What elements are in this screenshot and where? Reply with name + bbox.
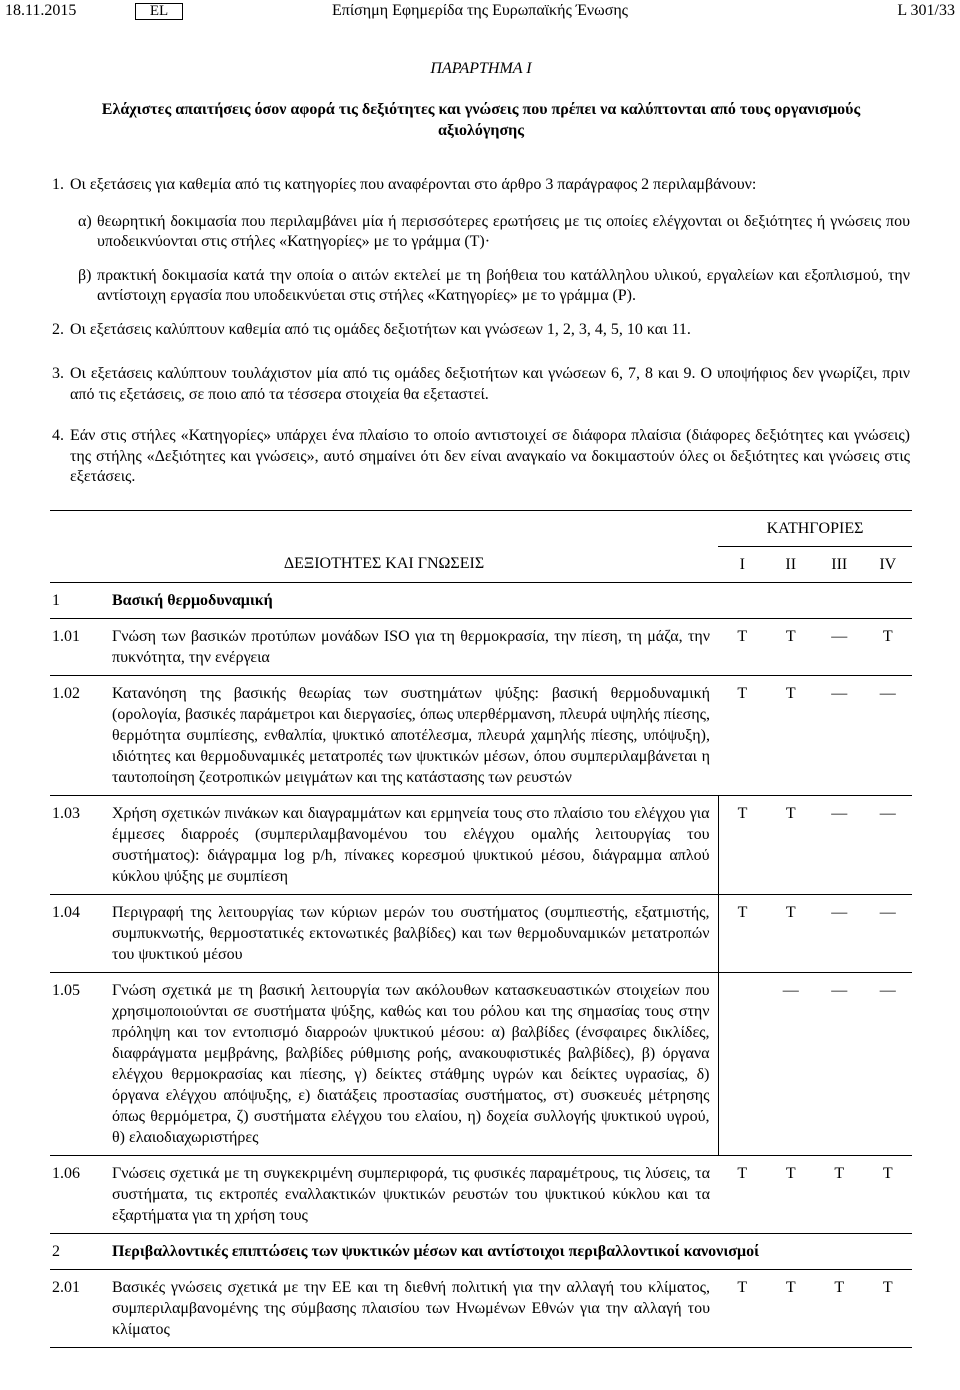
category-cell	[718, 972, 767, 1155]
category-cell: Τ	[864, 1155, 913, 1233]
row-text: Γνώσεις σχετικά με τη συγκεκριμένη συμπεριφορά, τις φυσικές παραμέτρους, τις λύσεις, τα συστήματα, τις εκτροπές εναλλακτικών ψυκτικών ρευστών του ψυκτικού κύκλου και τα εξαρτήματα για τη χρήση τους	[112, 1155, 718, 1233]
page-reference: L 301/33	[897, 2, 955, 19]
paragraph-2	[52, 320, 910, 341]
category-cell: Τ	[718, 1155, 767, 1233]
skills-heading: ΔΕΞΙΟΤΗΤΕΣ ΚΑΙ ΓΝΩΣΕΙΣ	[50, 546, 718, 582]
paragraph-text: Οι εξετάσεις καλύπτουν καθεμία από τις ομάδες δεξιοτήτων και γνώσεων 1, 2, 3, 4, 5, 10 και 11.	[70, 320, 691, 338]
category-cell: Τ	[767, 795, 816, 894]
paragraph-text: Οι εξετάσεις για καθεμία από τις κατηγορίες που αναφέρονται στο άρθρο 3 παράγραφος 2 περιλαμβάνουν:	[70, 176, 757, 193]
category-cell: —	[815, 675, 864, 795]
paragraph-number: 2.	[52, 320, 64, 338]
category-cell: —	[864, 675, 913, 795]
table-row	[50, 675, 912, 795]
table-row	[50, 1269, 912, 1347]
category-cell: Τ	[767, 1269, 816, 1347]
row-text: Γνώση των βασικών προτύπων μονάδων ISO για τη θερμοκρασία, την πίεση, τη μάζα, την πυκνότητα, την ενέργεια	[112, 618, 718, 675]
list-item-text: πρακτική δοκιμασία κατά την οποία ο αιτών εκτελεί με τη βοήθεια του κατάλληλου υλικού, εργαλείων και εξοπλισμού, την αντίστοιχη εργασία που υποδεικνύεται στις στήλες «Κατηγορίες» με το γράμμα (Ρ).	[97, 266, 910, 304]
category-label: I	[718, 546, 767, 582]
row-number: 1.03	[50, 795, 112, 894]
category-label: IV	[864, 546, 913, 582]
paragraph-4	[52, 426, 910, 488]
category-cell: —	[815, 972, 864, 1155]
table-group-row	[50, 1233, 912, 1269]
row-number: 1.05	[50, 972, 112, 1155]
group-number: 1	[50, 582, 112, 618]
row-text: Χρήση σχετικών πινάκων και διαγραμμάτων και ερμηνεία τους στο πλαίσιο του ελέγχου για έμμεσες διαρροές (συμπεριλαμβανομένου του ελέγχου ομαλής λειτουργίας του συστήματος): διάγραμμα log p/h, πίνακες κορεσμού ψυκτικού μέσου, διάγραμμα απλού κύκλου ψύξης με συμπίεση	[112, 795, 718, 894]
paragraph-number: 3.	[52, 365, 64, 382]
category-cell: —	[767, 972, 816, 1155]
group-title: Βασική θερμοδυναμική	[112, 582, 912, 618]
row-text: Γνώση σχετικά με τη βασική λειτουργία των ακόλουθων κατασκευαστικών στοιχείων που χρησιμοποιούνται σε συστήματα ψύξης, καθώς και του ρόλου και της σημασίας τους στην πρόληψη και τον εντοπισμό διαρροών ψυκτικού μέσου: α) βαλβίδες (ένσφαιρες δικλίδες, διαφράγματα μεμβράνης, βαλβίδες ρύθμισης ροής, ανακουφιστικές βαλβίδες), β) όργανα ελέγχου θερμοκρασίας και πίεσης, γ) δείκτες στάθμης υγρών και δείκτες υγρασίας, δ) όργανα ελέγχου απόψυξης, ε) διατάξεις προστασίας συστήματος, στ) συσκευές μέτρησης όπως θερμόμετρα, ζ) συστήματα ελέγχου του ελαίου, η) δοχεία συλλογής ψυκτικού υγρού, θ) ελαιοδιαχωριστήρες	[112, 972, 718, 1155]
paragraph-text: Εάν στις στήλες «Κατηγορίες» υπάρχει ένα πλαίσιο το οποίο αντιστοιχεί σε διάφορα πλαίσια (διάφορες δεξιότητες και γνώσεις) της στήλης «Δεξιότητες και γνώσεις», αυτό σημαίνει ότι δεν είναι αναγκαίο να δοκιμαστούν όλες οι δεξιότητες και γνώσεις στις εξετάσεις.	[70, 427, 910, 485]
annex-title: Ελάχιστες απαιτήσεις όσον αφορά τις δεξιότητες και γνώσεις που πρέπει να καλύπτονται από τους οργανισμούς αξιολόγησης	[101, 101, 861, 139]
table-row	[50, 972, 912, 1155]
category-cell: Τ	[864, 1269, 913, 1347]
table-row	[50, 1155, 912, 1233]
table-row	[50, 618, 912, 675]
category-cell: Τ	[767, 618, 816, 675]
category-label: II	[767, 546, 816, 582]
paragraph-3	[52, 364, 910, 405]
category-cell: —	[864, 894, 913, 972]
category-cell: Τ	[718, 894, 767, 972]
category-cell: Τ	[767, 894, 816, 972]
row-number: 1.06	[50, 1155, 112, 1233]
category-cell: Τ	[718, 1269, 767, 1347]
list-item-b	[78, 266, 910, 307]
category-cell: —	[864, 972, 913, 1155]
category-cell: Τ	[815, 1155, 864, 1233]
row-text: Κατανόηση της βασικής θεωρίας των συστημάτων ψύξης: βασική θερμοδυναμική (ορολογία, βασικές παράμετροι και διεργασίες, όπως υπερθέρμανση, πλευρά υψηλής πίεσης, θερμότητα συμπίεσης, ενθαλπία, ψυκτικό αποτέλεσμα, πλευρά χαμηλής πίεσης, υπόψυξη), ιδιότητες και θερμοδυναμικές μετατροπές των ψυκτικών μέσων, όπου συμπεριλαμβάνεται η ταυτοποίηση ζεοτροπικών μειγμάτων και της κατάστασης των ρευστών	[112, 675, 718, 795]
row-number: 1.04	[50, 894, 112, 972]
table-row	[50, 795, 912, 894]
group-title: Περιβαλλοντικές επιπτώσεις των ψυκτικών μέσων και αντίστοιχοι περιβαλλοντικοί κανονισμοί	[112, 1233, 912, 1269]
paragraph-1	[52, 175, 910, 196]
row-number: 2.01	[50, 1269, 112, 1347]
category-cell: —	[815, 618, 864, 675]
table-group-row	[50, 582, 912, 618]
category-cell: Τ	[718, 675, 767, 795]
list-item-a	[78, 212, 910, 253]
category-cell: —	[864, 795, 913, 894]
category-cell: —	[815, 894, 864, 972]
table-row	[50, 894, 912, 972]
document-body	[52, 58, 910, 1348]
language-badge: EL	[135, 3, 183, 20]
header-date: 18.11.2015	[5, 2, 77, 19]
journal-title: Επίσημη Εφημερίδα της Ευρωπαϊκής Ένωσης	[331, 2, 629, 19]
group-number: 2	[50, 1233, 112, 1269]
page-header	[0, 0, 960, 22]
list-item-label: β)	[78, 266, 92, 284]
category-cell: Τ	[718, 618, 767, 675]
row-number: 1.02	[50, 675, 112, 795]
skills-table	[50, 510, 912, 1348]
category-cell: —	[815, 795, 864, 894]
category-label: III	[815, 546, 864, 582]
categories-heading: ΚΑΤΗΓΟΡΙΕΣ	[718, 510, 912, 546]
table-header-row	[50, 510, 912, 546]
annex-label: ΠΑΡΑΡΤΗΜΑ I	[430, 60, 532, 77]
category-cell: Τ	[767, 1155, 816, 1233]
category-cell: Τ	[718, 795, 767, 894]
category-cell: Τ	[815, 1269, 864, 1347]
category-cell: Τ	[767, 675, 816, 795]
paragraph-text: Οι εξετάσεις καλύπτουν τουλάχιστον μία από τις ομάδες δεξιοτήτων και γνώσεων 6, 7, 8 και 9. Ο υποψήφιος δεν γνωρίζει, πριν από τις εξετάσεις, σε ποιο από τα τέσσερα στοιχεία θα εξεταστεί.	[70, 365, 910, 403]
paragraph-number: 1.	[52, 176, 64, 193]
row-number: 1.01	[50, 618, 112, 675]
table-header-row	[50, 546, 912, 582]
row-text: Περιγραφή της λειτουργίας των κύριων μερών του συστήματος (συμπιεστής, εξατμιστής, συμπυκνωτής, θερμοστατικές εκτονωτικές βαλβίδες) και των θερμοδυναμικών μετατροπών του ψυκτικού μέσου	[112, 894, 718, 972]
list-item-text: θεωρητική δοκιμασία που περιλαμβάνει μία ή περισσότερες ερωτήσεις με τις οποίες ελέγχονται οι δεξιότητες ή γνώσεις που υποδεικνύονται στις στήλες «Κατηγορίες» με το γράμμα (Τ)·	[97, 212, 910, 250]
row-text: Βασικές γνώσεις σχετικά με την ΕΕ και τη διεθνή πολιτική για την αλλαγή του κλίματος, συμπεριλαμβανομένης της σύμβασης πλαισίου των Ηνωμένων Εθνών για την αλλαγή του κλίματος	[112, 1269, 718, 1347]
paragraph-number: 4.	[52, 427, 64, 444]
category-cell: Τ	[864, 618, 913, 675]
list-item-label: α)	[78, 212, 92, 230]
